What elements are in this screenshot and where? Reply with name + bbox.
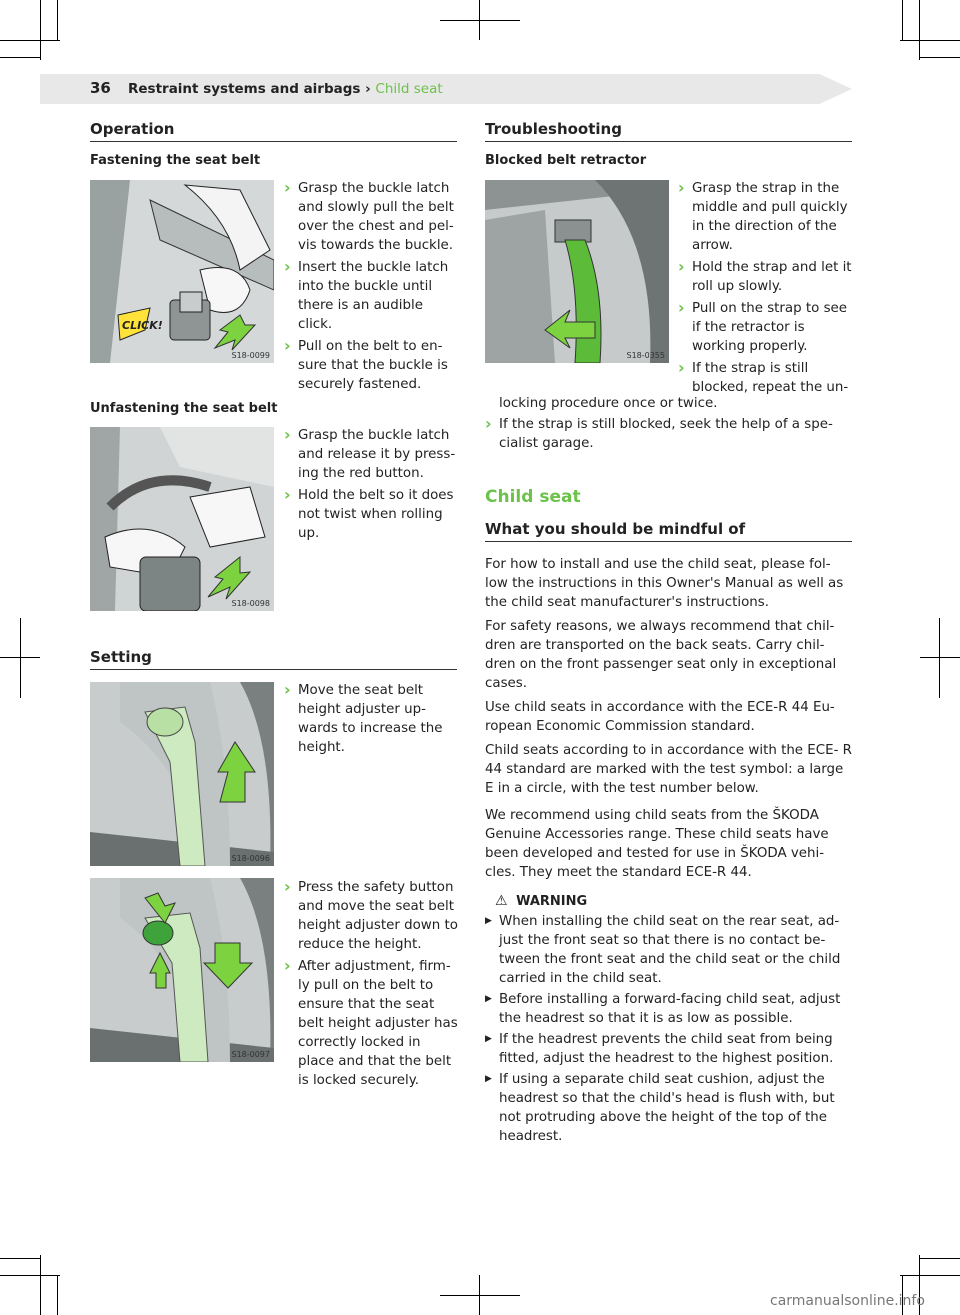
unfastening-steps <box>284 426 459 546</box>
crop-mark <box>440 20 520 21</box>
list-item: › After adjustment, firm- ly pull on the belt to ensure that the seat belt height adjuster has correctly locked in place and that the belt is locked securely. <box>284 957 459 1090</box>
list-item: › If the strap is still blocked, repeat the un- <box>678 359 856 397</box>
subsection-title-mindful: What you should be mindful of <box>485 520 852 542</box>
figure-code: S18-0096 <box>231 854 270 863</box>
adjuster-up-steps <box>284 681 459 760</box>
list-item: › Insert the buckle latch into the buckle until there is an audible click. <box>284 258 459 334</box>
warning-icon: ⚠ <box>495 893 508 909</box>
crop-mark <box>920 1258 960 1259</box>
figure-retractor <box>485 180 669 363</box>
subsection-title-unfastening: Unfastening the seat belt <box>90 401 278 416</box>
list-item: › Hold the belt so it does not twist when rolling up. <box>284 486 459 543</box>
crop-mark <box>920 657 960 658</box>
list-item: › If the strap is still blocked, seek the help of a spe- cialist garage. <box>485 415 853 453</box>
figure-code: S18-0097 <box>231 1050 270 1059</box>
list-item: › Grasp the strap in the middle and pull quickly in the direction of the arrow. <box>678 179 856 255</box>
crop-mark <box>0 1258 40 1259</box>
crop-mark <box>900 40 960 41</box>
breadcrumb <box>128 81 443 97</box>
paragraph: For how to install and use the child seat, please fol- low the instructions in this Owner's Manual as well as the child seat manufacturer's instructions. <box>485 557 844 610</box>
crop-mark <box>479 1275 480 1315</box>
list-item: ▶ If using a separate child seat cushion, adjust the headrest so that the child's head is flush with, but not protruding above the height of the top of the headrest. <box>485 1070 853 1146</box>
adjuster-down-steps <box>284 878 459 1093</box>
crop-mark <box>20 618 21 698</box>
crop-mark <box>57 0 58 40</box>
crop-mark <box>0 57 40 58</box>
list-item: ▶ Before installing a forward-facing child seat, adjust the headrest so that it is as low as possible. <box>485 990 853 1028</box>
page-number: 36 <box>90 79 111 97</box>
retractor-extra-step <box>485 415 853 456</box>
list-item: › Pull on the strap to see if the retractor is working properly. <box>678 299 856 356</box>
crop-mark <box>479 0 480 40</box>
crop-mark <box>440 1295 520 1296</box>
crop-mark <box>40 1255 41 1315</box>
figure-adjuster-up <box>90 682 274 866</box>
list-item: › Grasp the buckle latch and slowly pull the belt over the chest and pel- vis towards the buckle. <box>284 179 459 255</box>
figure-code: S18-0099 <box>231 351 270 360</box>
figure-unfastening <box>90 427 274 611</box>
figure-code: S18-0355 <box>626 351 665 360</box>
paragraph: We recommend using child seats from the ŠKODA Genuine Accessories range. These child seats have been developed and tested for use in ŠKODA vehi- cles. They meet the standard ECE-R 44. <box>485 808 829 880</box>
paragraph: Use child seats in accordance with the ECE-R 44 Eu- ropean Economic Commission standard. <box>485 700 835 734</box>
list-item: › Hold the strap and let it roll up slowly. <box>678 258 856 296</box>
list-item: › Grasp the buckle latch and release it by press- ing the red button. <box>284 426 459 483</box>
list-item: › Press the safety button and move the seat belt height adjuster down to reduce the height. <box>284 878 459 954</box>
crop-mark <box>939 618 940 698</box>
section-title-child-seat: Child seat <box>485 487 581 507</box>
crop-mark <box>900 1275 960 1276</box>
list-item: › Pull on the belt to en- sure that the buckle is securely fastened. <box>284 337 459 394</box>
paragraph: For safety reasons, we always recommend that chil- dren are transported on the back seats. Carry chil- dren on the front passenger seat only in exceptional cases. <box>485 619 837 691</box>
breadcrumb-current: Child seat <box>375 81 443 97</box>
retractor-continuation: locking procedure once or twice. <box>499 396 718 411</box>
crop-mark <box>0 40 60 41</box>
crop-mark <box>920 57 960 58</box>
figure-code: S18-0098 <box>231 599 270 608</box>
click-label: CLICK! <box>122 319 163 332</box>
warning-title-text: WARNING <box>516 894 588 909</box>
list-item: ▶ If the headrest prevents the child seat from being fitted, adjust the headrest to the highest position. <box>485 1030 853 1068</box>
list-item: › Move the seat belt height adjuster up- wards to increase the height. <box>284 681 459 757</box>
watermark[interactable]: carmanualsonline.info <box>770 1293 925 1309</box>
figure-fastening <box>90 180 274 363</box>
subsection-title-fastening: Fastening the seat belt <box>90 153 261 168</box>
fastening-steps <box>284 179 459 397</box>
section-title-troubleshooting: Troubleshooting <box>485 120 852 142</box>
crop-mark <box>40 0 41 60</box>
section-title-operation: Operation <box>90 120 457 142</box>
crop-mark <box>57 1275 58 1315</box>
breadcrumb-section[interactable]: Restraint systems and airbags › <box>128 81 371 97</box>
subsection-title-blocked-retractor: Blocked belt retractor <box>485 153 647 168</box>
figure-adjuster-down <box>90 878 274 1062</box>
warning-list <box>485 912 853 1148</box>
crop-mark <box>919 0 920 60</box>
warning-title <box>495 893 587 909</box>
section-title-setting: Setting <box>90 648 457 670</box>
retractor-steps <box>678 179 856 397</box>
crop-mark <box>0 1275 60 1276</box>
list-item: ▶ When installing the child seat on the rear seat, ad- just the front seat so that there is no contact be- tween the front seat and the child seat or the child carried in the child seat. <box>485 912 853 988</box>
paragraph: Child seats according to in accordance with the ECE- R 44 standard are marked with the test symbol: a large E in a circle, with the test number below. <box>485 743 852 796</box>
crop-mark <box>902 0 903 40</box>
